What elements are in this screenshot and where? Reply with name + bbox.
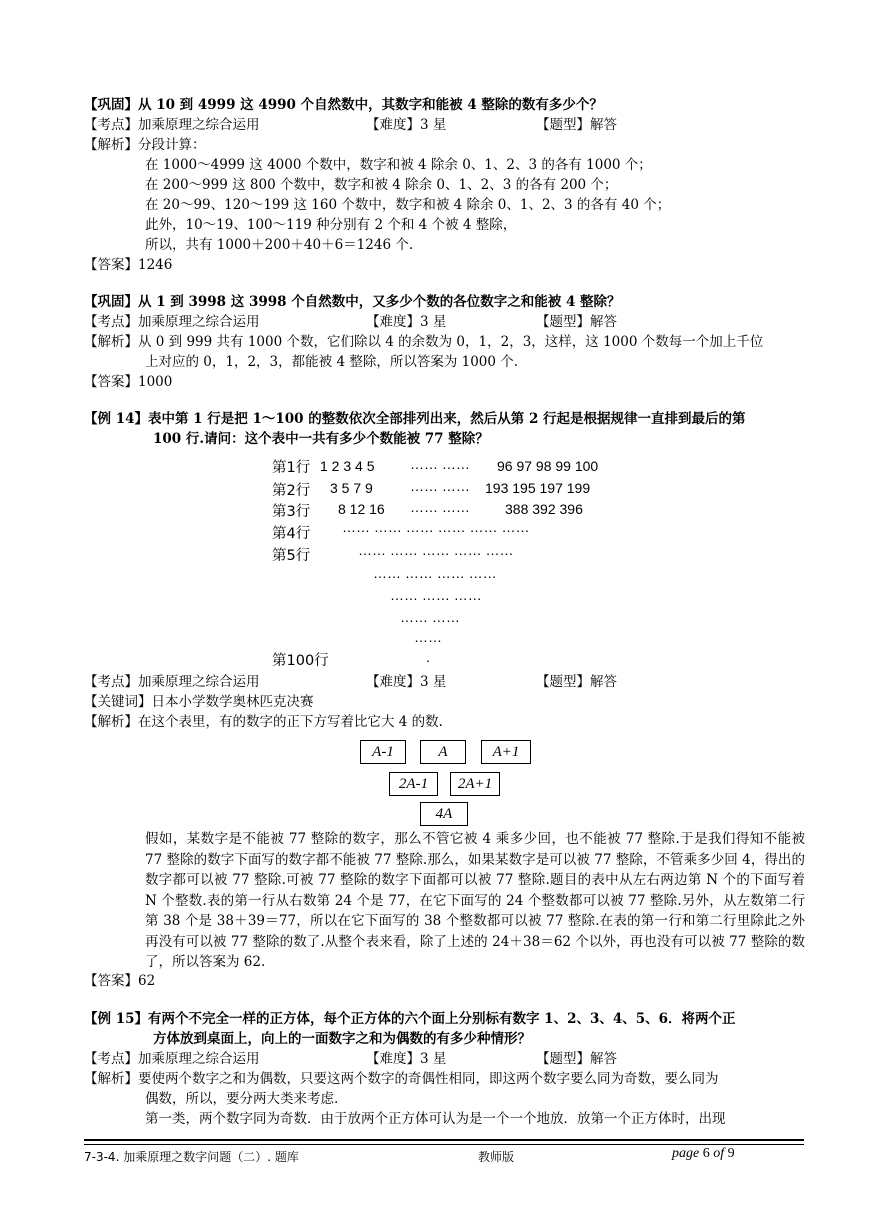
difficulty-label: 【难度】3 星 (366, 674, 447, 690)
box-4a: 4A (420, 802, 468, 826)
footer-edition: 教师版 (478, 1150, 515, 1164)
type-label: 【题型】解答 (536, 117, 617, 133)
row-values: 8 12 16 (338, 501, 385, 517)
row-values: 1 2 3 4 5 (320, 458, 375, 474)
row-label: 第100行 (272, 653, 329, 669)
row-ellipsis: …… …… …… …… (373, 565, 497, 581)
example-title: 【例 15】有两个不完全一样的正方体，每个正方体的六个面上分别标有数字 1、2、3、4、5、6．将两个正 (84, 1011, 736, 1027)
meta-row (84, 312, 784, 332)
footer-page-number (672, 1146, 735, 1162)
page-total: 9 (727, 1146, 735, 1161)
analysis-line: 此外，10～19、100～119 种分别有 2 个和 4 个被 4 整除， (145, 217, 517, 233)
difficulty-label: 【难度】3 星 (366, 117, 447, 133)
analysis-line: 在 20～99、120～199 这 160 个数中，数字和被 4 除余 0、1、2、3 的各有 40 个； (145, 197, 671, 213)
problem-title: 【巩固】从 1 到 3998 这 3998 个自然数中，又多少个数的各位数字之和能被 4 整除？ (84, 294, 621, 310)
example-title-cont: 方体放到桌面上，向上的一面数字之和为偶数的有多少种情形？ (153, 1031, 531, 1047)
analysis-line: 在 200～999 这 800 个数中，数字和被 4 除余 0、1、2、3 的各有 200 个； (145, 177, 618, 193)
row-ellipsis: …… …… (410, 456, 470, 472)
analysis-line: 所以，共有 1000＋200＋40＋6＝1246 个. (145, 237, 414, 253)
meta-row (84, 115, 784, 135)
row-label: 第3行 (272, 504, 311, 520)
box-2a-minus-1: 2A-1 (389, 772, 438, 796)
analysis-line: 【解析】从 0 到 999 共有 1000 个数，它们除以 4 的余数为 0，1，2，3，这样，这 1000 个数每一个加上千位 (84, 334, 764, 350)
row-label: 第1行 (272, 460, 311, 476)
meta-row (84, 1049, 784, 1069)
difficulty-label: 【难度】3 星 (366, 1051, 447, 1067)
row-label: 第2行 (272, 483, 311, 499)
example-title-cont: 100 行.请问：这个表中一共有多少个数能被 77 整除？ (153, 431, 489, 447)
row-dot: . (426, 649, 430, 665)
analysis-line: 【解析】在这个表里，有的数字的正下方写着比它大 4 的数. (84, 714, 443, 730)
answer-label: 【答案】1000 (84, 374, 173, 390)
box-a-minus-1: A-1 (360, 740, 406, 764)
analysis-line: 偶数，所以，要分两大类来考虑. (145, 1091, 339, 1107)
kaodian-label: 【考点】加乘原理之综合运用 (84, 674, 260, 690)
explanation-paragraph: 假如，某数字是不能被 77 整除的数字，那么不管它被 4 乘多少回，也不能被 77 整除.于是我们得知不能被 77 整除的数字下面写的数字都不能被 77 整除.那么，如果某数字是可以被 77 整除，不管乘多少回 4，得出的数字都可以被 77 整除.可被 77 整除的数字下面都可以被 77 整除.题目的表中从左右两边第 N 个的下面写着 N 个整数.表的第一行从右数第 24 个是 77，在它下面写的 24 个整数都可以被 77 整除.另外，从左数第二行第 38 个是 38＋39＝77，所以在它下面写的 38 个整数都可以被 77 整除.在表的第一行和第二行里除此之外再没有可以被 77 整除的数了.从整个表来看，除了上述的 24＋38＝62 个以外，再也没有可以被 77 整除的数了，所以答案为 62. (145, 831, 805, 970)
row-ellipsis: …… …… (400, 609, 460, 625)
type-label: 【题型】解答 (536, 1051, 617, 1067)
analysis-line: 在 1000～4999 这 4000 个数中，数字和被 4 除余 0、1、2、3 的各有 1000 个； (145, 157, 652, 173)
row-values: 388 392 396 (505, 501, 583, 517)
analysis-label: 【解析】分段计算： (84, 137, 206, 153)
analysis-line: 【解析】要使两个数字之和为偶数，只要这两个数字的奇偶性相同，即这两个数字要么同为奇数，要么同为 (84, 1071, 719, 1087)
type-label: 【题型】解答 (536, 314, 617, 330)
row-values: 96 97 98 99 100 (497, 458, 599, 474)
keyword-label: 【关键词】日本小学数学奥林匹克决赛 (84, 694, 314, 710)
row-ellipsis: …… …… (410, 499, 470, 515)
difficulty-label: 【难度】3 星 (366, 314, 447, 330)
example-title: 【例 14】表中第 1 行是把 1～100 的整数依次全部排列出来，然后从第 2 行起是根据规律一直排到最后的第 (84, 411, 746, 427)
row-ellipsis: …… …… …… (390, 587, 482, 603)
kaodian-label: 【考点】加乘原理之综合运用 (84, 117, 260, 133)
footer-rule-thick (84, 1139, 804, 1141)
type-label: 【题型】解答 (536, 674, 617, 690)
of-word: of (713, 1146, 725, 1161)
row-label: 第5行 (272, 548, 311, 564)
row-ellipsis: …… …… …… …… …… (358, 542, 514, 558)
analysis-line: 上对应的 0，1，2，3，都能被 4 整除，所以答案为 1000 个. (145, 354, 519, 370)
page-word: page (672, 1146, 700, 1161)
footer-rule-thin (84, 1144, 804, 1145)
page-current: 6 (702, 1146, 710, 1161)
analysis-line: 第一类，两个数字同为奇数．由于放两个正方体可认为是一个一个地放．放第一个正方体时，出现 (145, 1111, 726, 1127)
problem-title: 【巩固】从 10 到 4999 这 4990 个自然数中，其数字和能被 4 整除的数有多少个？ (84, 97, 603, 113)
row-ellipsis: …… (414, 629, 442, 645)
box-a-plus-1: A+1 (481, 740, 531, 764)
kaodian-label: 【考点】加乘原理之综合运用 (84, 1051, 260, 1067)
row-ellipsis: …… …… …… …… …… …… (342, 519, 530, 535)
box-a: A (420, 740, 466, 764)
row-ellipsis: …… …… (410, 478, 470, 494)
meta-row (84, 672, 784, 692)
row-values: 3 5 7 9 (330, 480, 373, 496)
row-values: 193 195 197 199 (485, 480, 591, 496)
footer-source: 7-3-4. 加乘原理之数字问题（二）. 题库 (84, 1150, 299, 1164)
kaodian-label: 【考点】加乘原理之综合运用 (84, 314, 260, 330)
box-2a-plus-1: 2A+1 (450, 772, 500, 796)
row-label: 第4行 (272, 526, 311, 542)
answer-label: 【答案】1246 (84, 257, 173, 273)
answer-label: 【答案】62 (84, 973, 156, 989)
